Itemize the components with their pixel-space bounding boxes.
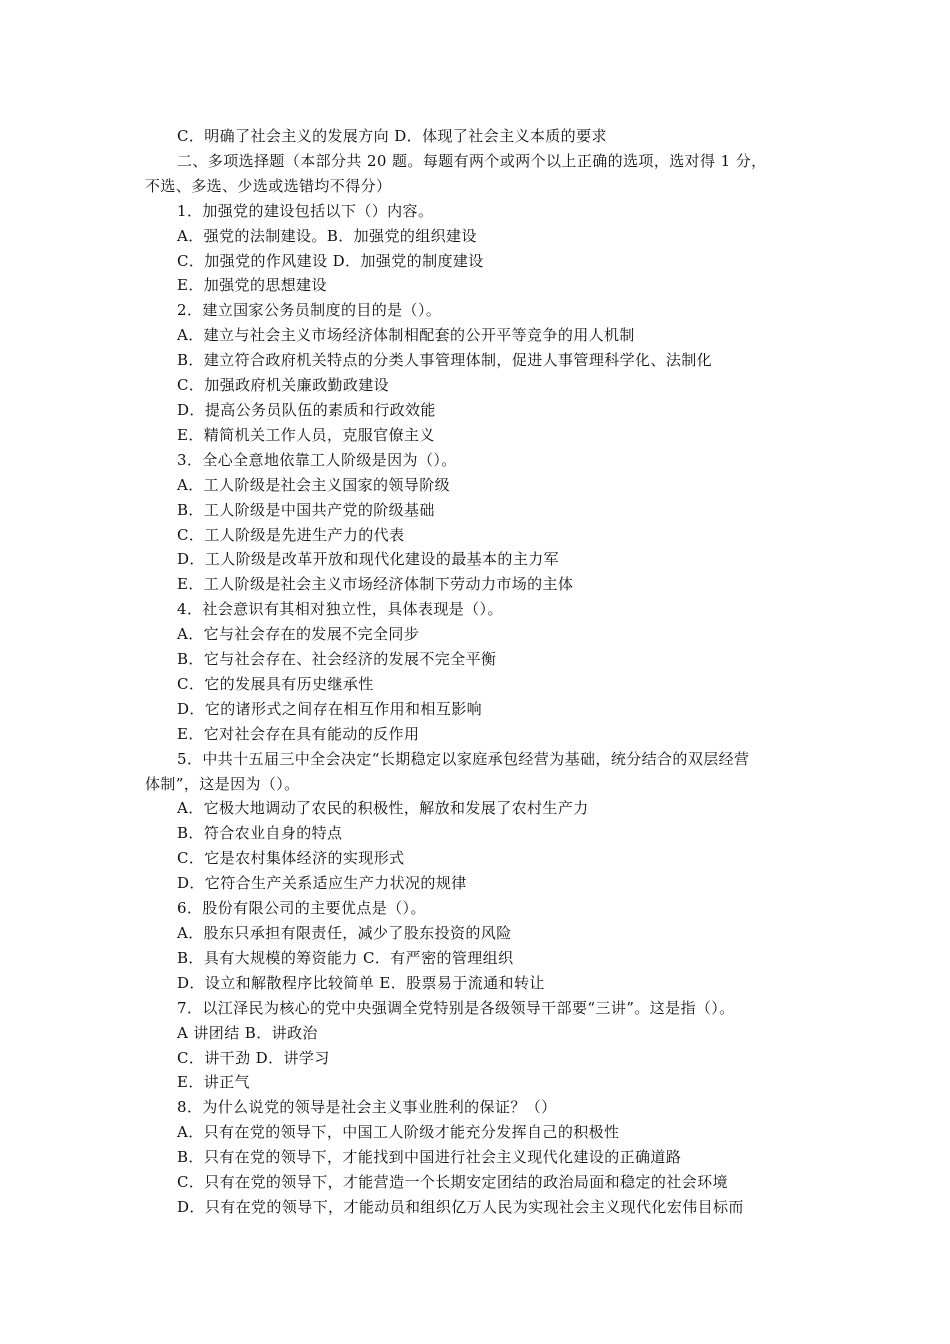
text-line: A 讲团结 B．讲政治 xyxy=(177,1023,318,1042)
text-line: D．工人阶级是改革开放和现代化建设的最基本的主力军 xyxy=(177,550,560,569)
text-line: C．加强政府机关廉政勤政建设 xyxy=(177,376,390,395)
text-line: A．工人阶级是社会主义国家的领导阶级 xyxy=(177,475,451,494)
text-line: A．建立与社会主义市场经济体制相配套的公开平等竞争的用人机制 xyxy=(177,326,635,345)
text-line: D．它的诸形式之间存在相互作用和相互影响 xyxy=(177,699,483,718)
text-line: 5．中共十五届三中全会决定“长期稳定以家庭承包经营为基础，统分结合的双层经营 xyxy=(177,749,750,768)
text-line: A．股东只承担有限责任，减少了股东投资的风险 xyxy=(177,924,512,942)
text-line: C．加强党的作风建设 D．加强党的制度建设 xyxy=(177,251,484,270)
text-line: E．精简机关工作人员，克服官僚主义 xyxy=(177,425,435,444)
text-line: A．它与社会存在的发展不完全同步 xyxy=(177,625,420,644)
document-body xyxy=(145,124,810,1220)
text-line: D．只有在党的领导下，才能动员和组织亿万人民为实现社会主义现代化宏伟目标而 xyxy=(177,1197,744,1216)
text-line: 8．为什么说党的领导是社会主义事业胜利的保证？（） xyxy=(177,1098,557,1117)
text-line: C．明确了社会主义的发展方向 D．体现了社会主义本质的要求 xyxy=(177,127,607,145)
text-line: 1．加强党的建设包括以下（）内容。 xyxy=(177,201,434,220)
text-line: A．只有在党的领导下，中国工人阶级才能充分发挥自己的积极性 xyxy=(177,1123,620,1142)
text-line: C．只有在党的领导下，才能营造一个长期安定团结的政治局面和稳定的社会环境 xyxy=(177,1173,728,1192)
text-line: E．工人阶级是社会主义市场经济体制下劳动力市场的主体 xyxy=(177,575,574,594)
text-line: E．加强党的思想建设 xyxy=(177,276,327,295)
text-line: D．它符合生产关系适应生产力状况的规律 xyxy=(177,874,467,893)
text-line: E．讲正气 xyxy=(177,1073,250,1092)
text-line: 3．全心全意地依靠工人阶级是因为（）。 xyxy=(177,450,457,469)
text-line: B．只有在党的领导下，才能找到中国进行社会主义现代化建设的正确道路 xyxy=(177,1148,682,1167)
text-line: 7．以江泽民为核心的党中央强调全党特别是各级领导干部要“三讲”。这是指（）。 xyxy=(177,998,735,1017)
text-line: 不选、多选、少选或选错均不得分） xyxy=(145,176,392,195)
text-line: B．符合农业自身的特点 xyxy=(177,824,343,843)
text-line: C．工人阶级是先进生产力的代表 xyxy=(177,525,405,544)
text-line: 6．股份有限公司的主要优点是（）。 xyxy=(177,899,426,918)
text-line: D．提高公务员队伍的素质和行政效能 xyxy=(177,400,436,419)
text-line: A．它极大地调动了农民的积极性，解放和发展了农村生产力 xyxy=(177,799,589,818)
text-line: C．它是农村集体经济的实现形式 xyxy=(177,849,405,868)
text-line: 4．社会意识有其相对独立性，具体表现是（）。 xyxy=(177,600,503,619)
text-line: 2．建立国家公务员制度的目的是（）。 xyxy=(177,301,442,320)
text-line: B．它与社会存在、社会经济的发展不完全平衡 xyxy=(177,650,497,669)
text-line: E．它对社会存在具有能动的反作用 xyxy=(177,724,420,743)
text-line: B．建立符合政府机关特点的分类人事管理体制，促进人事管理科学化、法制化 xyxy=(177,351,713,370)
text-line: 二、多项选择题（本部分共 20 题。每题有两个或两个以上正确的选项，选对得 1 分， xyxy=(177,151,767,170)
text-line: C．它的发展具有历史继承性 xyxy=(177,674,374,693)
text-line: B．具有大规模的筹资能力 C．有严密的管理组织 xyxy=(177,948,514,967)
text-line: A．强党的法制建设。B．加强党的组织建设 xyxy=(177,226,477,245)
text-line: B．工人阶级是中国共产党的阶级基础 xyxy=(177,500,435,519)
text-line: D．设立和解散程序比较简单 E．股票易于流通和转让 xyxy=(177,973,545,992)
text-line: C．讲干劲 D．讲学习 xyxy=(177,1048,330,1067)
text-line: 体制”，这是因为（）。 xyxy=(145,774,300,793)
